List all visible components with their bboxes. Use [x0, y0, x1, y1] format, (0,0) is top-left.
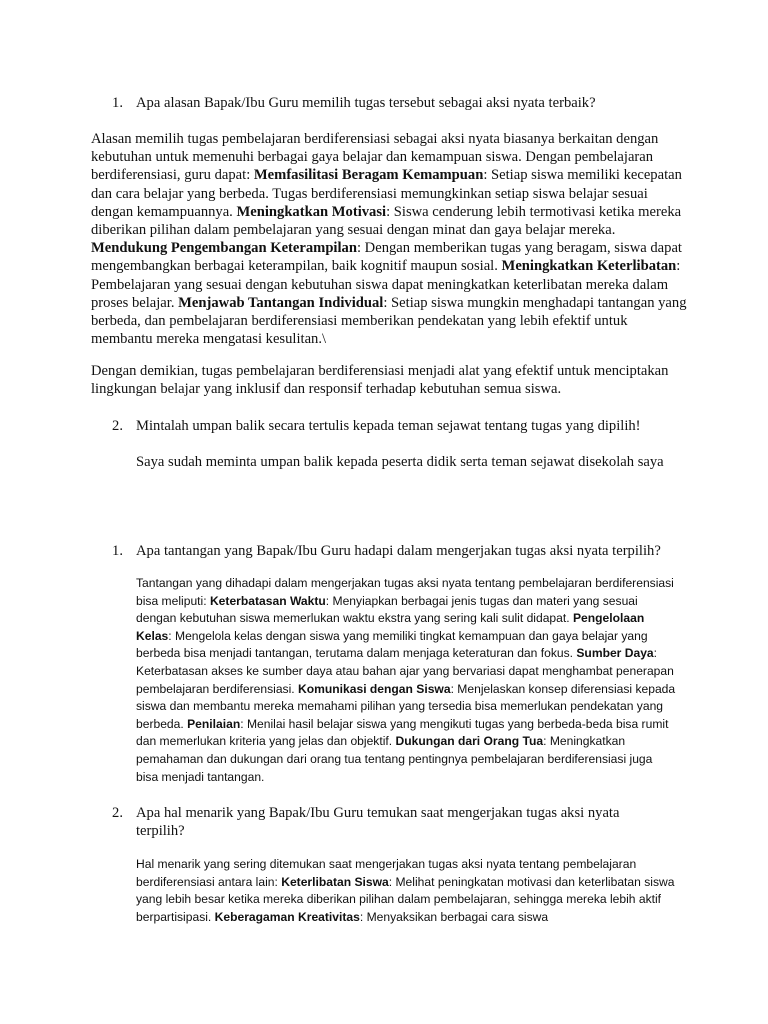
answer-1-paragraph	[91, 130, 687, 348]
text-run: Alasan memilih tugas pembelajaran berdiferensiasi sebagai aksi nyata biasanya berkaitan dengan kebutuhan untuk memenuhi berbagai gaya belajar dan kemampuan siswa. Dengan pembelajaran berdiferensiasi, guru dapat:	[91, 131, 659, 184]
bold-heading-run: Mendukung Pengembangan Keterampilan	[91, 240, 357, 257]
bold-heading-run: Keterbatasan Waktu	[209, 593, 326, 608]
question-4-text: Apa hal menarik yang Bapak/Ibu Guru temukan saat mengerjakan tugas aksi nyata terpilih?	[136, 805, 620, 840]
bold-heading-run: Pengelolaan Kelas	[136, 611, 645, 643]
bold-heading-run: Dukungan dari Orang Tua	[395, 734, 544, 749]
bold-heading-run: Keterlibatan Siswa	[281, 874, 389, 889]
answer-4-paragraph	[136, 856, 676, 926]
bold-heading-run: Menjawab Tantangan Individual	[178, 294, 384, 311]
text-run: : Pembelajaran yang sesuai dengan kebutuhan siswa dapat meningkatkan keterlibatan mereka dalam proses belajar.	[91, 258, 681, 311]
question-3-text: Apa tantangan yang Bapak/Ibu Guru hadapi dalam mengerjakan tugas aksi nyata terpilih?	[136, 543, 661, 559]
conclusion-paragraph: Dengan demikian, tugas pembelajaran berdiferensiasi menjadi alat yang efektif untuk menciptakan lingkungan belajar yang inklusif dan responsif terhadap kebutuhan semua siswa.	[91, 363, 669, 398]
text-run: : Melihat peningkatan motivasi dan keterlibatan siswa yang lebih besar ketika mereka diberikan pilihan dalam pembelajaran, sehingga mereka lebih aktif berpartisipasi.	[136, 874, 675, 924]
text-run: : Mengelola kelas dengan siswa yang memiliki tingkat kemampuan dan gaya belajar yang berbeda bisa menjadi tantangan, terutama dalam menjaga keteraturan dan fokus.	[136, 628, 648, 661]
question-1-text: Apa alasan Bapak/Ibu Guru memilih tugas tersebut sebagai aksi nyata terbaik?	[136, 95, 596, 111]
answer-3-paragraph	[136, 575, 676, 786]
text-run: : Meningkatkan pemahaman dan dukungan dari orang tua tentang pentingnya pembelajaran berdiferensiasi juga bisa menjadi tantangan.	[136, 734, 653, 784]
bold-heading-run: Sumber Daya	[576, 646, 654, 661]
text-run: : Menyiapkan berbagai jenis tugas dan materi yang sesuai dengan kebutuhan siswa memerlukan waktu ekstra yang sering kali sulit didapat.	[136, 593, 638, 626]
bold-heading-run: Komunikasi dengan Siswa	[298, 681, 451, 696]
text-run: : Setiap siswa memiliki kecepatan dan cara belajar yang berbeda. Tugas berdiferensiasi memungkinkan setiap siswa belajar sesuai dengan kemampuannya.	[91, 167, 682, 220]
text-run: : Dengan memberikan tugas yang beragam, siswa dapat mengembangkan berbagai keterampilan, baik kognitif maupun sosial.	[91, 240, 682, 275]
answer-2-paragraph: Saya sudah meminta umpan balik kepada peserta didik serta teman sejawat disekolah saya	[136, 454, 664, 470]
text-run: Hal menarik yang sering ditemukan saat mengerjakan tugas aksi nyata tentang pembelajaran berdiferensiasi antara lain:	[136, 857, 637, 889]
bold-heading-run: Penilaian	[187, 716, 241, 731]
text-run: : Menilai hasil belajar siswa yang mengikuti tugas yang berbeda-beda bisa rumit dan memerlukan kriteria yang jelas dan objektif.	[136, 716, 669, 749]
bold-heading-run: Meningkatkan Keterlibatan	[501, 258, 677, 275]
question-2-number: 2.	[112, 418, 123, 434]
question-4-number: 2.	[112, 805, 123, 821]
text-run: : Siswa cenderung lebih termotivasi ketika mereka diberikan pilihan dalam pembelajaran yang sesuai dengan minat dan gaya belajar mereka.	[91, 203, 682, 239]
bold-heading-run: Memfasilitasi Beragam Kemampuan	[253, 167, 484, 184]
text-run: : Setiap siswa mungkin menghadapi tantangan yang berbeda, dan pembelajaran berdiferensiasi memberikan pendekatan yang lebih efektif untuk membantu mereka mengatasi kesulitan.\	[91, 294, 687, 348]
text-run: : Menjelaskan konsep diferensiasi kepada siswa dan membantu mereka memahami pilihan yang tersedia bisa memerlukan pendekatan yang berbeda.	[136, 681, 676, 731]
question-3-number: 1.	[112, 543, 123, 559]
bold-heading-run: Keberagaman Kreativitas	[214, 909, 360, 924]
question-2-text: Mintalah umpan balik secara tertulis kepada teman sejawat tentang tugas yang dipilih!	[136, 418, 641, 434]
text-run: : Keterbatasan akses ke sumber daya atau bahan ajar yang bervariasi dapat menghambat penerapan pembelajaran berdiferensiasi.	[136, 646, 674, 696]
question-1-number: 1.	[112, 95, 123, 111]
bold-heading-run: Meningkatkan Motivasi	[236, 203, 387, 220]
text-run: : Menyaksikan berbagai cara siswa	[359, 909, 549, 924]
text-run: Tantangan yang dihadapi dalam mengerjakan tugas aksi nyata tentang pembelajaran berdiferensiasi bisa meliputi:	[136, 576, 674, 608]
